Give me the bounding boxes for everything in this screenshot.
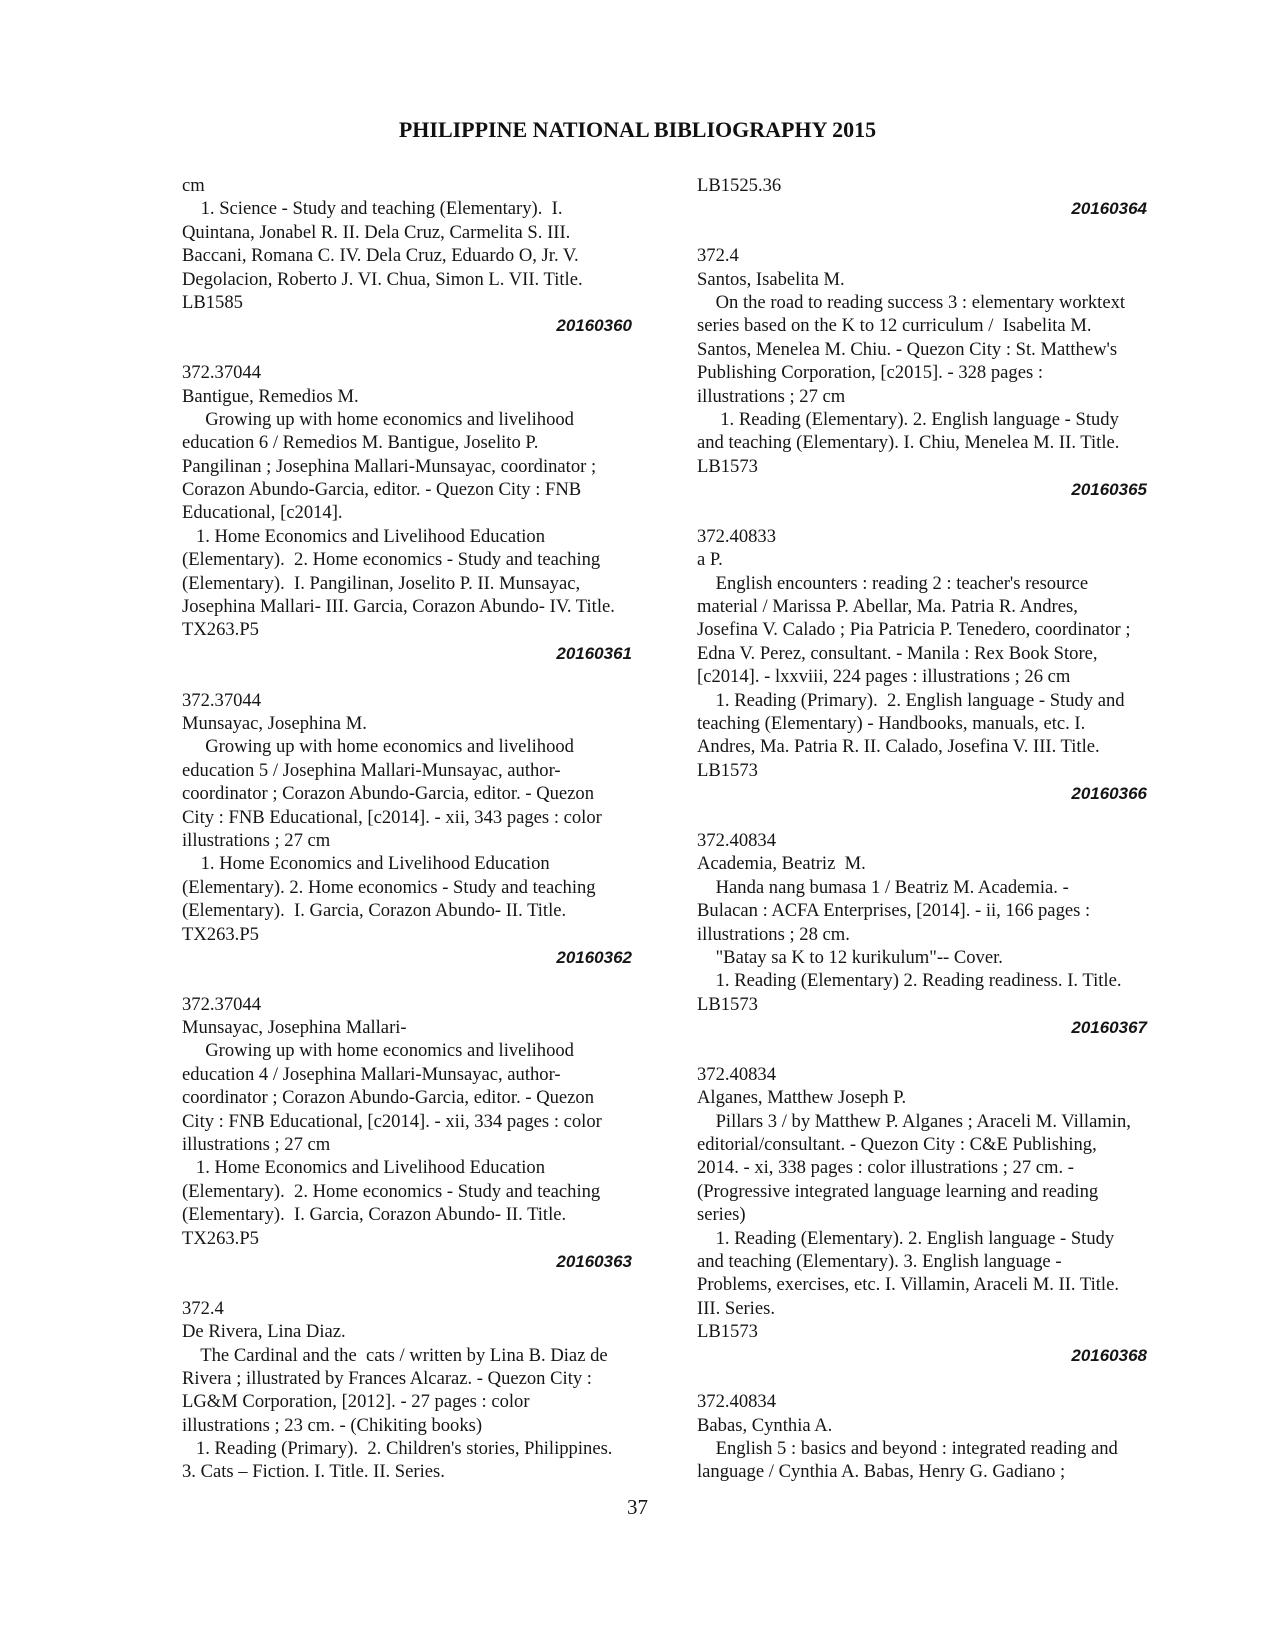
bibliography-line: illustrations ; 23 cm. - (Chikiting books) bbox=[182, 1414, 483, 1436]
bibliography-line: Bantigue, Remedios M. bbox=[182, 385, 359, 407]
record-id: 20160364 bbox=[1071, 199, 1147, 219]
bibliography-line: English encounters : reading 2 : teacher's resource bbox=[697, 572, 1089, 594]
bibliography-line: Growing up with home economics and livelihood bbox=[182, 1040, 574, 1062]
bibliography-line: TX263.P5 bbox=[182, 923, 259, 945]
bibliography-line: 372.4 bbox=[697, 245, 739, 267]
bibliography-line: The Cardinal and the cats / written by Lina B. Diaz de bbox=[182, 1344, 608, 1366]
entry-spacer bbox=[697, 806, 1185, 829]
entry-spacer bbox=[182, 665, 670, 688]
bibliography-line: (Elementary). I. Garcia, Corazon Abundo- II. Title. bbox=[182, 1204, 567, 1226]
bibliography-line: Munsayac, Josephina M. bbox=[182, 712, 367, 734]
bibliography-line: 372.40834 bbox=[697, 1391, 777, 1413]
bibliography-line: Santos, Menelea M. Chiu. - Quezon City : St. Matthew's bbox=[697, 338, 1118, 360]
bibliography-line: 1. Reading (Elementary). 2. English language - Study bbox=[697, 1227, 1115, 1249]
bibliography-line: 1. Reading (Primary). 2. Children's stories, Philippines. bbox=[182, 1438, 613, 1460]
bibliography-line: LB1585 bbox=[182, 291, 243, 313]
bibliography-line: Rivera ; illustrated by Frances Alcaraz. - Quezon City : bbox=[182, 1367, 592, 1389]
bibliography-line: illustrations ; 27 cm bbox=[697, 385, 846, 407]
bibliography-line: English 5 : basics and beyond : integrated reading and bbox=[697, 1438, 1118, 1460]
record-id: 20160362 bbox=[556, 947, 632, 967]
bibliography-line: 372.37044 bbox=[182, 689, 262, 711]
record-id: 20160367 bbox=[1071, 1018, 1147, 1038]
bibliography-line: III. Series. bbox=[697, 1297, 775, 1319]
bibliography-line: LB1573 bbox=[697, 759, 758, 781]
bibliography-line: 1. Reading (Primary). 2. English language - Study and bbox=[697, 689, 1125, 711]
bibliography-line: cm bbox=[182, 175, 205, 196]
bibliography-line: Andres, Ma. Patria R. II. Calado, Josefina V. III. Title. bbox=[697, 736, 1100, 758]
bibliography-line: and teaching (Elementary). I. Chiu, Menelea M. II. Title. bbox=[697, 432, 1120, 454]
bibliography-line: Josefina V. Calado ; Pia Patricia P. Tenedero, coordinator ; bbox=[697, 619, 1131, 641]
bibliography-line: Josephina Mallari- III. Garcia, Corazon Abundo- IV. Title. bbox=[182, 596, 615, 618]
left-column bbox=[182, 174, 670, 1484]
bibliography-line: coordinator ; Corazon Abundo-Garcia, editor. - Quezon bbox=[182, 783, 595, 805]
bibliography-line: Degolacion, Roberto J. VI. Chua, Simon L. VII. Title. bbox=[182, 268, 583, 290]
page-title: PHILIPPINE NATIONAL BIBLIOGRAPHY 2015 bbox=[398, 117, 877, 142]
entry-spacer bbox=[697, 501, 1185, 524]
bibliography-line: (Elementary). 2. Home economics - Study and teaching bbox=[182, 549, 601, 571]
bibliography-line: Publishing Corporation, [c2015]. - 328 pages : bbox=[697, 362, 1044, 384]
entry-spacer bbox=[697, 1039, 1185, 1062]
bibliography-line: education 5 / Josephina Mallari-Munsayac, author- bbox=[182, 759, 561, 781]
bibliography-line: 1. Science - Study and teaching (Elementary). I. bbox=[182, 198, 563, 220]
bibliography-line: LB1573 bbox=[697, 455, 758, 477]
bibliography-line: LB1573 bbox=[697, 993, 758, 1015]
bibliography-line: education 6 / Remedios M. Bantigue, Joselito P. bbox=[182, 432, 539, 454]
bibliography-line: 372.40834 bbox=[697, 1063, 777, 1085]
bibliography-line: Edna V. Perez, consultant. - Manila : Rex Book Store, bbox=[697, 642, 1098, 664]
bibliography-line: illustrations ; 28 cm. bbox=[697, 923, 850, 945]
bibliography-line: and teaching (Elementary). 3. English language - bbox=[697, 1250, 1062, 1272]
bibliography-line: 1. Reading (Elementary) 2. Reading readiness. I. Title. bbox=[697, 970, 1122, 992]
bibliography-line: 372.37044 bbox=[182, 362, 262, 384]
record-id: 20160368 bbox=[1071, 1345, 1147, 1365]
bibliography-line: 1. Home Economics and Livelihood Education bbox=[182, 1157, 546, 1179]
entry-spacer bbox=[182, 1273, 670, 1296]
bibliography-line: TX263.P5 bbox=[182, 619, 259, 641]
bibliography-line: Baccani, Romana C. IV. Dela Cruz, Eduardo O, Jr. V. bbox=[182, 245, 579, 267]
bibliography-line: Handa nang bumasa 1 / Beatriz M. Academia. - bbox=[697, 876, 1069, 898]
record-id: 20160361 bbox=[556, 643, 632, 663]
bibliography-line: LG&M Corporation, [2012]. - 27 pages : color bbox=[182, 1391, 530, 1413]
bibliography-line: (Progressive integrated language learning and reading bbox=[697, 1180, 1099, 1202]
record-id: 20160363 bbox=[556, 1251, 632, 1271]
bibliography-line: series based on the K to 12 curriculum / Isabelita M. bbox=[697, 315, 1092, 337]
page-number: 37 bbox=[627, 1495, 648, 1519]
bibliography-line: 372.40833 bbox=[697, 525, 777, 547]
bibliography-line: LB1573 bbox=[697, 1321, 758, 1343]
bibliography-line: 372.4 bbox=[182, 1297, 224, 1319]
bibliography-line: teaching (Elementary) - Handbooks, manuals, etc. I. bbox=[697, 712, 1086, 734]
bibliography-line: City : FNB Educational, [c2014]. - xii, 334 pages : color bbox=[182, 1110, 602, 1132]
bibliography-line: Babas, Cynthia A. bbox=[697, 1414, 833, 1436]
bibliography-line: Growing up with home economics and livelihood bbox=[182, 408, 574, 430]
bibliography-line: Problems, exercises, etc. I. Villamin, Araceli M. II. Title. bbox=[697, 1274, 1119, 1296]
bibliography-line: Bulacan : ACFA Enterprises, [2014]. - ii, 166 pages : bbox=[697, 900, 1091, 922]
bibliography-line: material / Marissa P. Abellar, Ma. Patria R. Andres, bbox=[697, 596, 1078, 618]
bibliography-line: coordinator ; Corazon Abundo-Garcia, editor. - Quezon bbox=[182, 1087, 595, 1109]
entry-spacer bbox=[182, 338, 670, 361]
entry-spacer bbox=[697, 1367, 1185, 1390]
bibliography-line: Santos, Isabelita M. bbox=[697, 268, 845, 290]
record-id: 20160360 bbox=[556, 316, 632, 336]
bibliography-line: City : FNB Educational, [c2014]. - xii, 343 pages : color bbox=[182, 806, 602, 828]
bibliography-line: editorial/consultant. - Quezon City : C&E Publishing, bbox=[697, 1134, 1097, 1156]
bibliography-line: 1. Reading (Elementary). 2. English language - Study bbox=[697, 408, 1119, 430]
bibliography-line: 1. Home Economics and Livelihood Education bbox=[182, 525, 546, 547]
bibliography-line: Growing up with home economics and livelihood bbox=[182, 736, 574, 758]
bibliography-line: 2014. - xi, 338 pages : color illustrations ; 27 cm. - bbox=[697, 1157, 1074, 1179]
bibliography-line: On the road to reading success 3 : elementary worktext bbox=[697, 291, 1126, 313]
bibliography-line: (Elementary). I. Pangilinan, Joselito P. II. Munsayac, bbox=[182, 572, 581, 594]
bibliography-line: illustrations ; 27 cm bbox=[182, 829, 331, 851]
bibliography-line: language / Cynthia A. Babas, Henry G. Gadiano ; bbox=[697, 1461, 1066, 1483]
bibliography-line: Quintana, Jonabel R. II. Dela Cruz, Carmelita S. III. bbox=[182, 221, 571, 243]
bibliography-line: Pillars 3 / by Matthew P. Alganes ; Araceli M. Villamin, bbox=[697, 1110, 1131, 1132]
bibliography-line: (Elementary). I. Garcia, Corazon Abundo- II. Title. bbox=[182, 900, 567, 922]
bibliography-line: TX263.P5 bbox=[182, 1227, 259, 1249]
bibliography-line: 1. Home Economics and Livelihood Education bbox=[182, 853, 550, 875]
bibliography-line: Munsayac, Josephina Mallari- bbox=[182, 1017, 407, 1039]
bibliography-line: LB1525.36 bbox=[697, 175, 782, 196]
bibliography-line: 372.40834 bbox=[697, 829, 777, 851]
bibliography-line: 372.37044 bbox=[182, 993, 262, 1015]
entry-spacer bbox=[182, 969, 670, 992]
record-id: 20160366 bbox=[1071, 784, 1147, 804]
bibliography-line: education 4 / Josephina Mallari-Munsayac, author- bbox=[182, 1063, 561, 1085]
bibliography-line: a P. bbox=[697, 549, 723, 571]
bibliography-line: Educational, [c2014]. bbox=[182, 502, 343, 524]
bibliography-line: illustrations ; 27 cm bbox=[182, 1134, 331, 1156]
bibliography-line: "Batay sa K to 12 kurikulum"-- Cover. bbox=[697, 946, 1003, 968]
bibliography-line: series) bbox=[697, 1204, 746, 1226]
right-column bbox=[697, 174, 1185, 1484]
bibliography-line: Corazon Abundo-Garcia, editor. - Quezon City : FNB bbox=[182, 479, 582, 501]
record-id: 20160365 bbox=[1071, 480, 1147, 500]
bibliography-line: Pangilinan ; Josephina Mallari-Munsayac, coordinator ; bbox=[182, 455, 597, 477]
bibliography-line: [c2014]. - lxxviii, 224 pages : illustrations ; 26 cm bbox=[697, 666, 1071, 688]
bibliography-line: De Rivera, Lina Diaz. bbox=[182, 1321, 346, 1343]
bibliography-line: (Elementary). 2. Home economics - Study and teaching bbox=[182, 876, 596, 898]
entry-spacer bbox=[697, 221, 1185, 244]
bibliography-line: 3. Cats – Fiction. I. Title. II. Series. bbox=[182, 1461, 445, 1483]
bibliography-line: Alganes, Matthew Joseph P. bbox=[697, 1087, 907, 1109]
bibliography-line: Academia, Beatriz M. bbox=[697, 853, 866, 875]
bibliography-line: (Elementary). 2. Home economics - Study and teaching bbox=[182, 1180, 601, 1202]
